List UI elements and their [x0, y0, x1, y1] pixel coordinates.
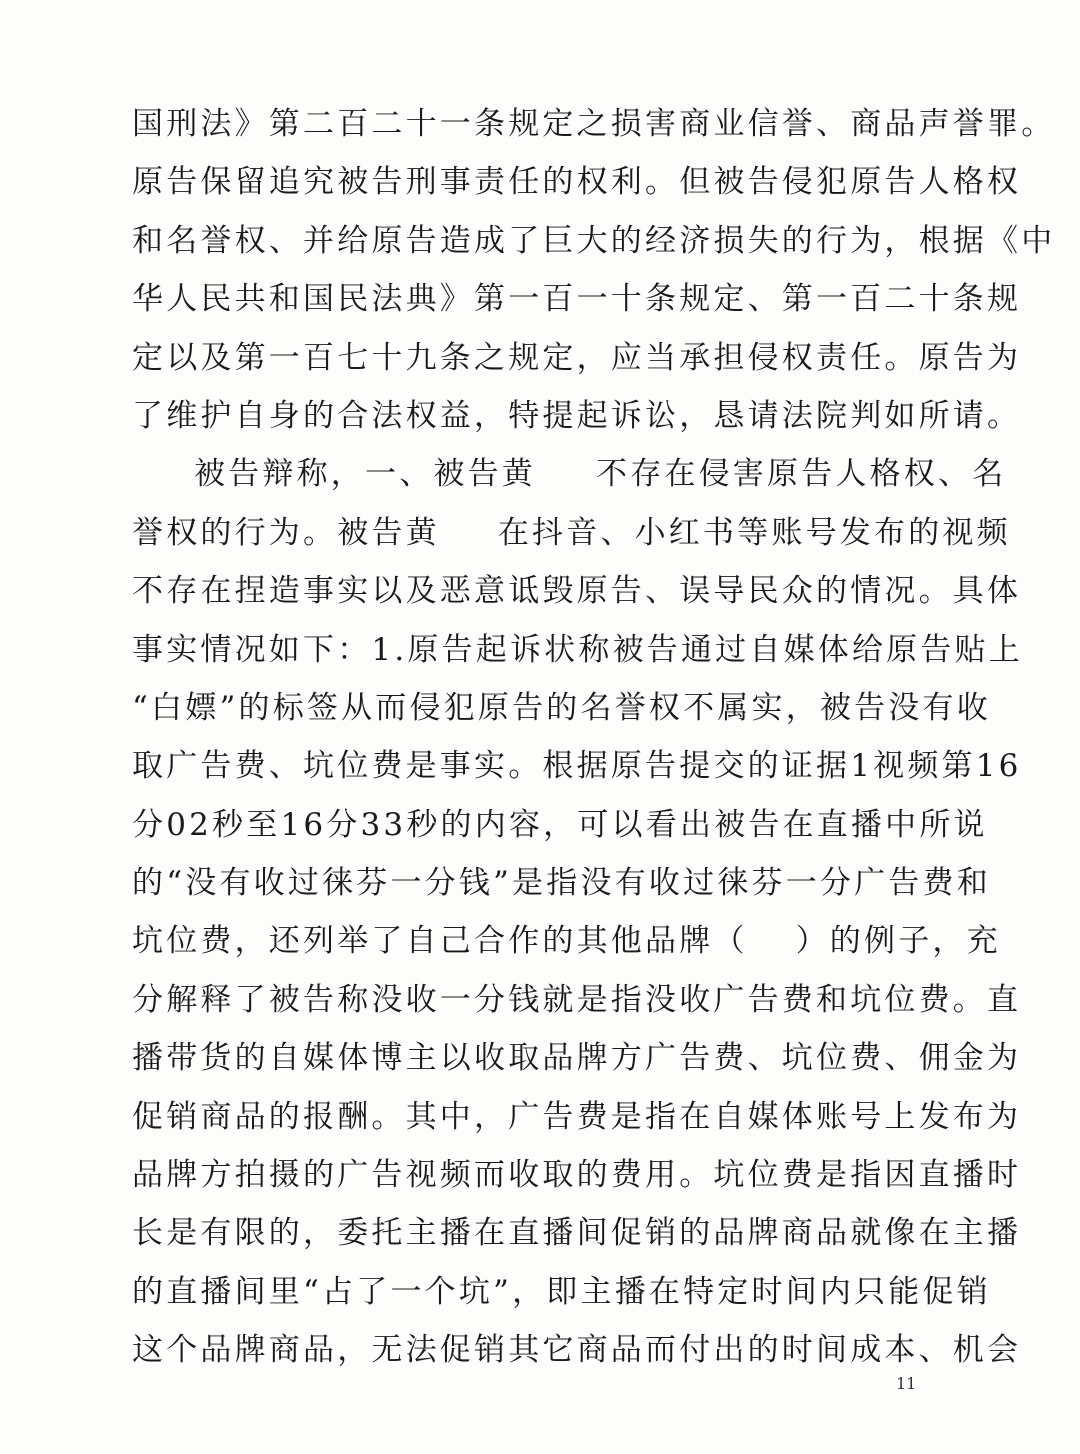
text-line: 不存在捏造事实以及恶意诋毁原告、误导民众的情况。具体 [132, 573, 1022, 610]
page-number: 11 [896, 1374, 917, 1393]
document-body [132, 95, 1056, 1380]
text-segment: 被告辩称，一、被告黄 [194, 456, 536, 493]
text-line: 和名誉权、并给原告造成了巨大的经济损失的行为，根据《中 [132, 222, 1056, 259]
text-line [132, 504, 1011, 562]
text-line: 国刑法》第二百二十一条规定之损害商业信誉、商品声誉罪。 [132, 106, 1056, 142]
text-line: 事实情况如下：1.原告起诉状称被告通过自媒体给原告贴上 [132, 631, 1023, 668]
text-line: 了维护自身的合法权益，特提起诉讼，恳请法院判如所请。 [132, 397, 1022, 434]
text-line: 华人民共和国民法典》第一百一十条规定、第一百二十条规 [132, 281, 1022, 318]
text-line: 的直播间里“占了一个坑”，即主播在特定时间内只能促销 [132, 1273, 991, 1310]
text-line: 分解释了被告称没收一分钱就是指没收广告费和坑位费。直 [132, 981, 1022, 1018]
text-segment: 在抖音、小红书等账号发布的视频 [497, 514, 1011, 551]
text-line [132, 912, 1001, 970]
text-line: 定以及第一百七十九条之规定，应当承担侵权责任。原告为 [132, 339, 1022, 376]
text-segment: 不存在侵害原告人格权、名 [596, 456, 1007, 493]
text-line: 的“没有收过徕芬一分钱”是指没有收过徕芬一分广告费和 [132, 865, 991, 902]
text-segment: 誉权的行为。被告黄 [132, 514, 440, 551]
text-line: 播带货的自媒体博主以收取品牌方广告费、坑位费、佣金为 [132, 1040, 1022, 1077]
paragraph-first-line [132, 445, 1007, 503]
text-line: 促销商品的报酬。其中，广告费是指在自媒体账号上发布为 [132, 1098, 1022, 1135]
text-segment: 坑位费，还列举了自己合作的其他品牌（ [132, 923, 748, 960]
text-line: 原告保留追究被告刑事责任的权利。但被告侵犯原告人格权 [132, 164, 1022, 201]
text-line: “白嫖”的标签从而侵犯原告的名誉权不属实，被告没有收 [132, 689, 991, 726]
text-line: 分02秒至16分33秒的内容，可以看出被告在直播中所说 [132, 806, 988, 843]
text-segment: ）的例子，充 [795, 923, 1001, 960]
text-line: 这个品牌商品，无法促销其它商品而付出的时间成本、机会 [132, 1332, 1022, 1369]
text-line: 品牌方拍摄的广告视频而收取的费用。坑位费是指因直播时 [132, 1157, 1022, 1194]
text-line: 取广告费、坑位费是事实。根据原告提交的证据1视频第16 [132, 748, 1022, 785]
text-line: 长是有限的，委托主播在直播间促销的品牌商品就像在主播 [132, 1215, 1022, 1252]
